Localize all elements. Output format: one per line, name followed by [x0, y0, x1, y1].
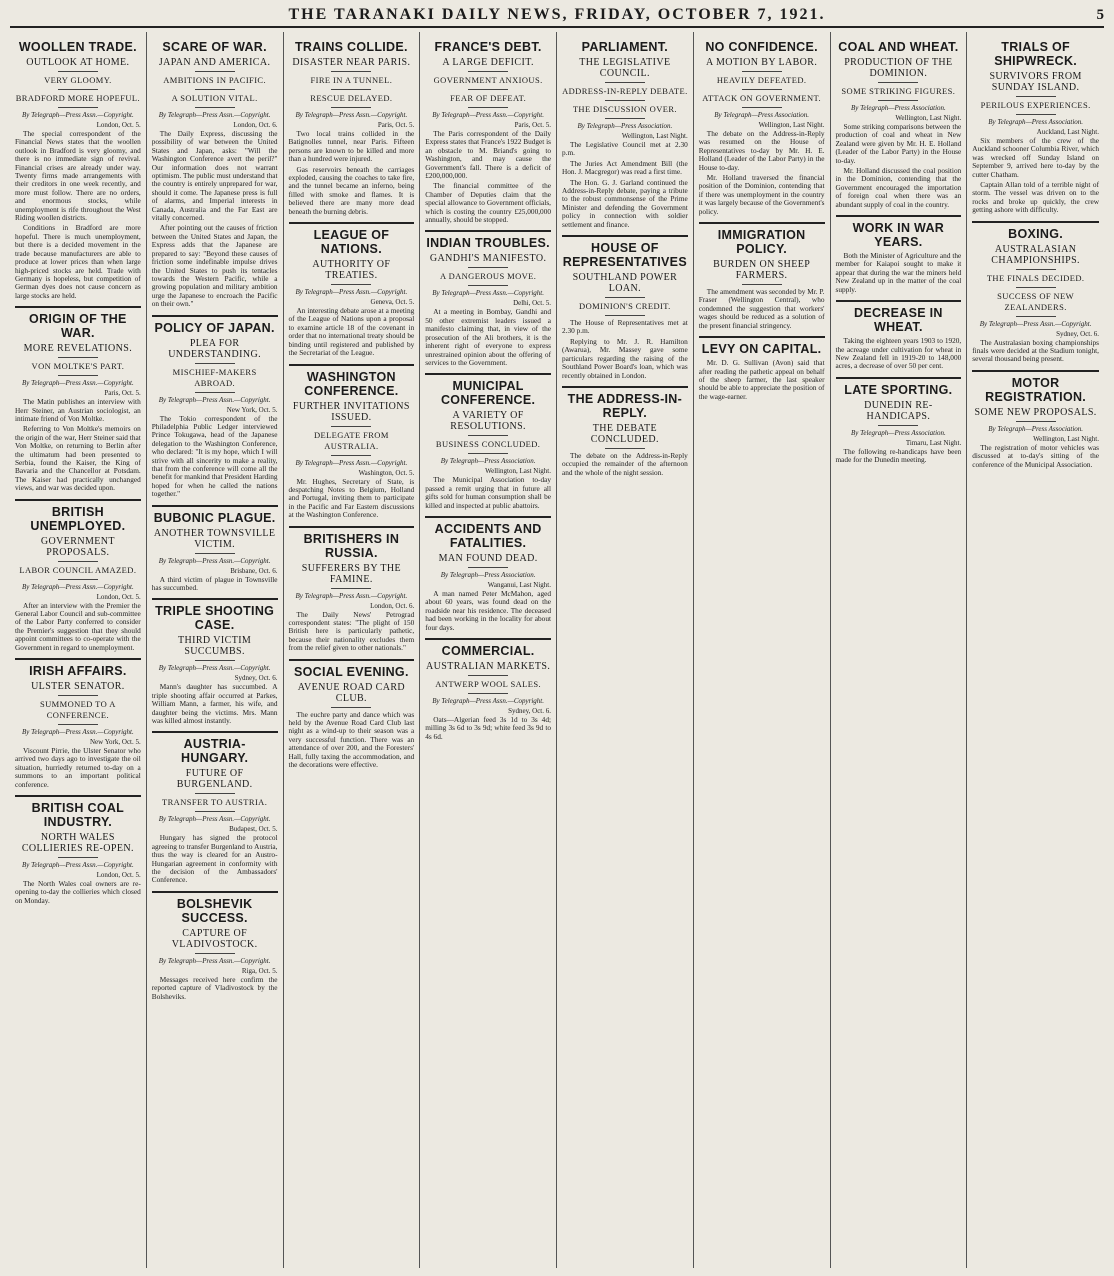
article: [425, 373, 551, 510]
dateline: Budapest, Oct. 5.: [229, 825, 278, 834]
article-paragraph: The Australasian boxing championships finals were decided at the Stadium tonight, several thousand being present.: [972, 337, 1099, 364]
column-8: [967, 32, 1104, 1268]
article: [972, 38, 1099, 215]
divider: [878, 100, 918, 101]
article: [836, 300, 962, 371]
column-3: [284, 32, 421, 1268]
divider: [878, 82, 918, 83]
dateline: Wellington, Last Night.: [1033, 434, 1099, 443]
article: [836, 38, 962, 209]
article-paragraph: An interesting debate arose at a meeting of the League of Nations upon a proposal to examine article 18 of the covenant in order that no international treaty should be binding until registered and published by the Secretariat of the League.: [288, 306, 415, 358]
article-headline: PARLIAMENT.: [581, 40, 669, 54]
divider: [605, 448, 645, 449]
article-headline: TRIALS OF SHIPWRECK.: [994, 40, 1078, 68]
article: [15, 658, 141, 789]
article: [425, 38, 551, 224]
dateline: London, Oct. 5.: [96, 871, 141, 880]
wire-credit: By Telegraph—Press Assn.—Copyright.: [22, 582, 134, 591]
divider: [58, 357, 98, 358]
dateline: Wellington, Last Night.: [621, 132, 688, 140]
article: [15, 795, 141, 905]
divider: [468, 89, 508, 90]
article-subheading: FIRE IN A TUNNEL.: [310, 75, 393, 85]
article-subheading: THE DISCUSSION OVER.: [572, 104, 677, 114]
article-headline: IMMIGRATION POLICY.: [699, 222, 825, 256]
article-subheading: GOVERNMENT PROPOSALS.: [40, 535, 115, 558]
article-subheading: FEAR OF DEFEAT.: [450, 93, 527, 103]
dateline: Geneva, Oct. 5.: [370, 298, 415, 307]
article-headline: IRISH AFFAIRS.: [15, 658, 141, 678]
article-subheading: NORTH WALES COLLIERIES RE-OPEN.: [21, 832, 134, 855]
article-paragraph: The Matin publishes an interview with Herr Steiner, an Austrian sociologist, an intimate friend of Von Moltke.: [15, 397, 141, 423]
article-headline: WORK IN WAR YEARS.: [836, 215, 962, 249]
wire-credit: By Telegraph—Press Assn.—Copyright.: [295, 591, 408, 600]
wire-credit: By Telegraph—Press Assn.—Copyright.: [158, 111, 271, 119]
article-subheading: FUTURE OF BURGENLAND.: [176, 768, 253, 791]
wire-credit: By Telegraph—Press Association.: [440, 570, 536, 579]
divider: [331, 284, 371, 285]
article-subheading: DOMINION'S CREDIT.: [579, 301, 671, 312]
article: [972, 370, 1099, 469]
article-subheading: MISCHIEF-MAKERS ABROAD.: [172, 366, 257, 388]
divider: [1016, 421, 1056, 422]
article-headline: BOLSHEVIK SUCCESS.: [152, 891, 278, 925]
divider: [605, 315, 645, 316]
divider: [468, 285, 508, 286]
divider: [58, 107, 98, 108]
dateline: Sydney, Oct. 6.: [234, 674, 278, 683]
article-paragraph: The special correspondent of the Financial News states that the woollen outlook in Bradford is very gloomy, and there is no immediate sign of revival. Financial crises are already under way. Twenty firms made arrangements with their creditors in one week recently, and more must follow. There are no orders, and enormous stocks, while unemployment is rife throughout the West Riding woollen districts.: [15, 129, 141, 223]
article-paragraph: Conditions in Bradford are more hopeful. There is much unemployment, but there is a decided movement in the trade because manufacturers are able to produce at lower prices than when large high-priced stocks are held. Trade with Germany is hopeless, but competition of German dyes does not cause concern as large stocks are held.: [15, 223, 141, 300]
article-subheading: SOME STRIKING FIGURES.: [841, 86, 956, 96]
article-paragraph: The Hon. G. J. Garland continued the Address-in-Reply debate, paying a tribute to the robust commonsense of the Prime Minister and defending the Government policy in connection with soldier settlement and finance.: [562, 177, 688, 229]
article-subheading: HEAVILY DEFEATED.: [716, 75, 807, 85]
article-headline: SCARE OF WAR.: [162, 40, 267, 54]
wire-credit: By Telegraph—Press Assn.—Copyright.: [432, 696, 544, 705]
column-6: [694, 32, 831, 1268]
article-headline: SOCIAL EVENING.: [289, 659, 415, 679]
divider: [195, 363, 235, 364]
divider: [195, 660, 235, 661]
divider: [1016, 114, 1056, 115]
article-paragraph: Six members of the crew of the Auckland schooner Columbia River, which was wrecked off Sunday Island on September 9, arrived here to-day by the cutter Chatham.: [972, 136, 1099, 179]
article-headline: COMMERCIAL.: [425, 638, 551, 658]
article-subheading: DUNEDIN RE-HANDICAPS.: [864, 399, 933, 422]
article: [289, 222, 415, 357]
article-subheading: AVENUE ROAD CARD CLUB.: [297, 681, 406, 704]
article-paragraph: Taking the eighteen years 1903 to 1920, the acreage under cultivation for wheat in New Zealand fell in 1919-20 to 148,000 acres, a decrease of over 50 per cent.: [835, 336, 962, 371]
article-subheading: DELEGATE FROM AUSTRALIA.: [313, 429, 389, 451]
article: [289, 526, 415, 653]
wire-credit: By Telegraph—Press Assn.—Copyright.: [158, 556, 271, 565]
divider: [195, 107, 235, 108]
article-subheading: SUMMONED TO A CONFERENCE.: [40, 699, 116, 721]
article-paragraph: Messages received here confirm the reported capture of Vladivostock by the Bolsheviks.: [151, 974, 278, 1001]
article-headline: THE ADDRESS-IN-REPLY.: [562, 386, 688, 420]
article-paragraph: Mr. Hughes, Secretary of State, is despatching Notes to Belgium, Holland and Portugal, inviting them to participate in the Pacific and Far Eastern discussions at the Washington Conference.: [288, 476, 415, 520]
wire-credit: By Telegraph—Press Assn.—Copyright.: [22, 728, 134, 737]
dateline: Paris, Oct. 5.: [104, 389, 141, 398]
article: [425, 230, 551, 367]
article-headline: BOXING.: [972, 221, 1099, 241]
dateline: Brisbane, Oct. 6.: [230, 566, 278, 575]
article-subheading: ANOTHER TOWNSVILLE VICTIM.: [153, 527, 276, 550]
article-headline: BRITISH COAL INDUSTRY.: [15, 795, 141, 829]
article-subheading: A LARGE DEFICIT.: [442, 57, 534, 68]
dateline: Sydney, Oct. 6.: [508, 706, 551, 715]
article-paragraph: Both the Minister of Agriculture and the member for Kaiapoi sought to make it appear that during the war the miners held New Zealand up in the matter of the coal supply.: [835, 251, 962, 294]
divider: [468, 107, 508, 108]
article-subheading: MORE REVELATIONS.: [23, 343, 133, 355]
divider: [195, 71, 235, 72]
wire-credit: By Telegraph—Press Assn.—Copyright.: [432, 289, 544, 298]
wire-credit: By Telegraph—Press Association.: [577, 122, 673, 130]
dateline: Delhi, Oct. 5.: [513, 299, 551, 308]
divider: [468, 693, 508, 694]
article-subheading: ADDRESS-IN-REPLY DEBATE.: [562, 86, 688, 96]
divider: [195, 89, 235, 90]
divider: [331, 455, 371, 456]
dateline: Auckland, Last Night.: [1036, 128, 1099, 136]
article-paragraph: The Juries Act Amendment Bill (the Hon. J. Macgregor) was read a first time.: [562, 158, 688, 177]
article-paragraph: After an interview with the Premier the General Labor Council and sub-committee of the Labor Party conferred to consider the Premier's suggestion that they should appoint committees to co-operate with the Government in regard to unemployment.: [15, 600, 141, 652]
article-subheading: THE DEBATE CONCLUDED.: [590, 422, 659, 445]
divider: [331, 71, 371, 72]
article-subheading: AUTHORITY OF TREATIES.: [312, 259, 391, 282]
divider: [468, 71, 508, 72]
article-subheading: TRANSFER TO AUSTRIA.: [162, 797, 268, 808]
dateline: Paris, Oct. 5.: [514, 121, 551, 129]
wire-credit: By Telegraph—Press Association.: [988, 118, 1084, 126]
article-paragraph: The debate on the Address-in-Reply occupied the remainder of the afternoon and the whole of the night session.: [562, 450, 688, 477]
article: [562, 386, 688, 477]
article-paragraph: The North Wales coal owners are re-opening to-day the collieries which closed on Monday.: [15, 879, 141, 905]
divider: [331, 107, 371, 108]
article: [699, 222, 825, 330]
column-2: [147, 32, 284, 1268]
divider: [468, 567, 508, 568]
column-1: [10, 32, 147, 1268]
dateline: London, Oct. 5.: [96, 121, 141, 129]
dateline: Timaru, Last Night.: [905, 438, 962, 447]
article-headline: COAL AND WHEAT.: [838, 40, 959, 54]
divider: [58, 375, 98, 376]
divider: [331, 89, 371, 90]
divider: [468, 267, 508, 268]
article-paragraph: Viscount Pirrie, the Ulster Senator who arrived two days ago to investigate the oil situation, hurriedly returned to-day on a summons to an important political conference.: [15, 746, 141, 789]
article-headline: NO CONFIDENCE.: [705, 40, 818, 54]
article: [972, 221, 1099, 364]
page-number: 5: [1096, 6, 1104, 23]
article-paragraph: The Paris correspondent of the Daily Express states that France's 1922 Budget is an obstacle to M. Briand's going to Washington, and may cause the Government's fall. There is a deficit of £200,000,000.: [425, 129, 551, 181]
article-paragraph: Some striking comparisons between the production of coal and wheat in New Zealand were given by Mr. H. E. Holland (Leader of the Labor Party) in the House to-day.: [835, 122, 962, 165]
divider: [195, 811, 235, 812]
article-subheading: ATTACK ON GOVERNMENT.: [702, 93, 821, 103]
wire-credit: By Telegraph—Press Assn.—Copyright.: [22, 379, 134, 388]
wire-credit: By Telegraph—Press Association.: [440, 457, 536, 466]
article-headline: WOOLLEN TRADE.: [18, 40, 137, 54]
article-headline: LEVY ON CAPITAL.: [699, 336, 825, 356]
article-paragraph: At a meeting in Bombay, Gandhi and 50 other extremist leaders issued a manifesto claiming that, in view of the prosecution of the Ali brothers, it is the inherent right of everyone to express unrestrained opinion about the offering of services to the Government.: [425, 307, 551, 367]
divider: [468, 453, 508, 454]
dateline: Sydney, Oct. 6.: [1056, 329, 1099, 338]
article-headline: WASHINGTON CONFERENCE.: [289, 364, 415, 398]
wire-credit: By Telegraph—Press Assn.—Copyright.: [158, 395, 271, 404]
wire-credit: By Telegraph—Press Assn.—Copyright.: [22, 111, 134, 119]
article-paragraph: The financial committee of the Chamber of Deputies claim that the special allowance to Government officials, which is costing the country £25,000,000 annually, should be stopped.: [425, 181, 551, 225]
article-subheading: VERY GLOOMY.: [44, 75, 112, 85]
divider: [605, 100, 645, 101]
article-paragraph: Mr. Holland discussed the coal position in the Dominion, contending that the Government encouraged the importation of foreign coal when there was an abundant supply of coal in the country.: [835, 166, 962, 209]
divider: [195, 793, 235, 794]
article-paragraph: The debate on the Address-in-Reply was resumed on the House of Representatives to-day by Mr. H. E. Holland (Leader of the Labor Party) in the House to-day.: [698, 129, 825, 172]
divider: [742, 284, 782, 285]
wire-credit: By Telegraph—Press Assn.—Copyright.: [22, 861, 134, 870]
article-paragraph: After pointing out the causes of friction between the United States and Japan, the Express adds that the Japanese are prepared to say: "Beyond these causes of friction some indefinable impulse drives the United States to push its tentacles towards the Western Pacific, while a growing population and military ambition urge the Japanese to encroach the Pacific on their own.": [151, 223, 278, 309]
article-subheading: RESCUE DELAYED.: [310, 93, 393, 103]
article-headline: LATE SPORTING.: [836, 377, 962, 397]
article-headline: MUNICIPAL CONFERENCE.: [425, 373, 551, 407]
wire-credit: By Telegraph—Press Assn.—Copyright.: [432, 111, 544, 119]
divider: [195, 953, 235, 954]
article-subheading: THE FINALS DECIDED.: [986, 272, 1085, 283]
newspaper-title: THE TARANAKI DAILY NEWS, FRIDAY, OCTOBER 7, 1921.: [288, 6, 826, 23]
divider: [468, 435, 508, 436]
divider: [58, 561, 98, 562]
article: [15, 306, 141, 492]
article: [836, 377, 962, 465]
divider: [1016, 316, 1056, 317]
article-paragraph: The Daily Express, discussing the possibility of war between the United States and Japan, asks: "Will the Washington Conference avert the peril?" Our information does not warrant optimism. The public must understand that the country is entirely unprepared for war, should it come. The Japanese press is full of alarms, and Imperial interests in Canada, Australia and the Far East are vitally concerned.: [151, 129, 278, 223]
article: [562, 38, 688, 229]
wire-credit: By Telegraph—Press Assn.—Copyright.: [295, 458, 408, 467]
wire-credit: By Telegraph—Press Assn.—Copyright.: [158, 815, 271, 824]
article-subheading: SUCCESS OF NEW ZEALANDERS.: [997, 290, 1075, 312]
article-paragraph: Captain Allan told of a terrible night of storm. The vessel was driven on to the rocks and broke up quickly, the crew getting ashore with difficulty.: [972, 180, 1099, 215]
article-subheading: AMBITIONS IN PACIFIC.: [163, 75, 267, 85]
article-subheading: ANTWERP WOOL SALES.: [435, 678, 541, 689]
article-subheading: BURDEN ON SHEEP FARMERS.: [713, 259, 811, 282]
column-5: [557, 32, 694, 1268]
dateline: Wanganui, Last Night.: [487, 580, 551, 589]
dateline: London, Oct. 5.: [96, 592, 141, 601]
divider: [58, 71, 98, 72]
article: [699, 38, 825, 216]
column-7: [831, 32, 968, 1268]
article-subheading: JAPAN AND AMERICA.: [158, 57, 271, 68]
article-paragraph: A third victim of plague in Townsville has succumbed.: [151, 574, 278, 592]
article-subheading: A VARIETY OF RESOLUTIONS.: [450, 410, 526, 433]
article-paragraph: The House of Representatives met at 2.30 p.m.: [562, 318, 688, 336]
divider: [195, 553, 235, 554]
article-subheading: GOVERNMENT ANXIOUS.: [433, 75, 543, 85]
article-paragraph: Mr. Holland traversed the financial position of the Dominion, contending that if there was unemployment in the country it was largely because of the Government's policy.: [698, 173, 825, 216]
article-subheading: MAN FOUND DEAD.: [438, 552, 538, 564]
article-subheading: THE LEGISLATIVE COUNCIL.: [579, 57, 671, 79]
article-paragraph: The Tokio correspondent of the Philadelphia Public Ledger interviewed Prince Tokugawa, head of the Japanese delegation to the Washington Conference, who declared: "It is my hope, which I will strive with all sincerity to make a reality, that from the conference will come all the benefit for mankind that President Harding hoped for when he called the nations together.": [151, 413, 278, 499]
article-headline: ORIGIN OF THE WAR.: [15, 306, 141, 340]
masthead: [10, 4, 1104, 28]
article-headline: ACCIDENTS AND FATALITIES.: [425, 516, 551, 550]
article-subheading: FURTHER INVITATIONS ISSUED.: [292, 400, 410, 423]
article: [152, 505, 278, 593]
dateline: Washington, Oct. 5.: [358, 468, 415, 477]
divider: [605, 82, 645, 83]
article-headline: TRIPLE SHOOTING CASE.: [152, 598, 278, 632]
dateline: Paris, Oct. 5.: [377, 121, 415, 129]
article-subheading: BUSINESS CONCLUDED.: [435, 439, 541, 450]
divider: [195, 392, 235, 393]
article-subheading: PRODUCTION OF THE DOMINION.: [844, 57, 953, 79]
article-subheading: PERILOUS EXPERIENCES.: [980, 100, 1091, 110]
newspaper-columns: [10, 32, 1104, 1268]
article-subheading: THIRD VICTIM SUCCUMBS.: [178, 635, 252, 658]
article-headline: DECREASE IN WHEAT.: [836, 300, 962, 334]
article-subheading: SOUTHLAND POWER LOAN.: [572, 272, 678, 295]
article: [562, 235, 688, 380]
article: [425, 516, 551, 632]
dateline: New York, Oct. 5.: [90, 738, 141, 747]
article-headline: POLICY OF JAPAN.: [152, 315, 278, 335]
divider: [742, 89, 782, 90]
article-paragraph: The Legislative Council met at 2.30 p.m.: [562, 140, 688, 158]
article-paragraph: Referring to Von Moltke's memoirs on the origin of the war, Herr Steiner said that Von Moltke, on returning to Berlin after the ultimatum had been presented to Serbia, found the Kaiser, the King of Bavaria and the Chancellor at Potsdam. The Kaiser had practically unchanged views, and war was decided upon.: [15, 424, 141, 493]
article-headline: BUBONIC PLAGUE.: [152, 505, 278, 525]
article: [836, 215, 962, 294]
article-paragraph: The amendment was seconded by Mr. P. Fraser (Wellington Central), who condemned the suggestion that workers' wages should be reduced as a solution of the present financial stringency.: [698, 287, 825, 330]
dateline: London, Oct. 6.: [370, 601, 415, 610]
divider: [605, 118, 645, 119]
divider: [468, 675, 508, 676]
article-headline: LEAGUE OF NATIONS.: [289, 222, 415, 256]
article: [152, 38, 278, 309]
article-subheading: AUSTRALIAN MARKETS.: [425, 660, 551, 672]
dateline: Riga, Oct. 5.: [241, 966, 278, 975]
article-subheading: A MOTION BY LABOR.: [705, 57, 818, 68]
article-subheading: SUFFERERS BY THE FAMINE.: [301, 562, 401, 585]
wire-credit: By Telegraph—Press Assn.—Copyright.: [979, 319, 1092, 328]
article-paragraph: The registration of motor vehicles was discussed at to-day's sitting of the conference of the Municipal Association.: [972, 442, 1099, 469]
dateline: Wellington, Last Night.: [758, 121, 825, 129]
divider: [58, 579, 98, 580]
article-paragraph: Mann's daughter has succumbed. A triple shooting affair occurred at Parkes, William Mann, a farmer, his wife, and daughter being the victims. Mrs. Mann was killed almost instantly.: [151, 682, 278, 726]
article: [152, 891, 278, 1001]
article: [289, 38, 415, 216]
article: [289, 659, 415, 770]
divider: [58, 695, 98, 696]
article-paragraph: Replying to Mr. J. R. Hamilton (Awarua), Mr. Massey gave some particulars regarding the raising of the Southland Power Board's loan, which was recently obtained in London.: [562, 336, 688, 380]
divider: [58, 724, 98, 725]
wire-credit: By Telegraph—Press Assn.—Copyright.: [158, 956, 271, 965]
divider: [605, 297, 645, 298]
article-subheading: SOME NEW PROPOSALS.: [974, 406, 1097, 418]
article-subheading: SURVIVORS FROM SUNDAY ISLAND.: [989, 71, 1082, 93]
article-paragraph: The following re-handicaps have been made for the Dunedin meeting.: [835, 446, 962, 465]
article-subheading: ULSTER SENATOR.: [31, 681, 125, 693]
article-paragraph: Two local trains collided in the Batignolles tunnel, near Paris. Fifteen persons are known to be killed and more than a hundred were injured.: [288, 129, 415, 164]
wire-credit: By Telegraph—Press Association.: [714, 111, 810, 119]
article-paragraph: Mr. D. G. Sullivan (Avon) said that after reading the pathetic appeal on behalf of the sheep farmer, the last speaker should be able to appreciate the position of the wage-earner.: [698, 358, 825, 401]
article-subheading: VON MOLTKE'S PART.: [31, 361, 125, 372]
divider: [878, 425, 918, 426]
wire-credit: By Telegraph—Press Assn.—Copyright.: [158, 664, 271, 673]
article-headline: BRITISH UNEMPLOYED.: [15, 499, 141, 533]
article-headline: MOTOR REGISTRATION.: [972, 370, 1099, 404]
article-subheading: OUTLOOK AT HOME.: [26, 57, 130, 68]
divider: [58, 89, 98, 90]
article-subheading: AUSTRALASIAN CHAMPIONSHIPS.: [991, 243, 1080, 266]
article-paragraph: The Daily News' Petrograd correspondent states: "The plight of 150 British here is particularly pathetic, because their nationality excludes them from the relief given to other nationals.": [288, 609, 415, 653]
divider: [1016, 269, 1056, 270]
article-paragraph: Gas reservoirs beneath the carriages exploded, causing the coaches to take fire, and the tunnel became an inferno, being filled with smoke and flames. It is believed there are many more dead beneath the burning debris.: [288, 164, 415, 216]
divider: [331, 588, 371, 589]
article: [152, 731, 278, 884]
wire-credit: By Telegraph—Press Association.: [850, 428, 946, 437]
article-subheading: A DANGEROUS MOVE.: [439, 271, 537, 282]
article-headline: FRANCE'S DEBT.: [434, 40, 542, 54]
article-subheading: CAPTURE OF VLADIVOSTOCK.: [171, 927, 258, 950]
article: [152, 315, 278, 499]
divider: [742, 107, 782, 108]
article: [289, 364, 415, 520]
article-headline: HOUSE OF REPRESENTATIVES: [562, 235, 688, 269]
wire-credit: By Telegraph—Press Assn.—Copyright.: [295, 288, 408, 297]
article-subheading: PLEA FOR UNDERSTANDING.: [168, 337, 262, 360]
column-4: [420, 32, 557, 1268]
divider: [331, 707, 371, 708]
article-subheading: BRADFORD MORE HOPEFUL.: [15, 93, 141, 103]
article-headline: INDIAN TROUBLES.: [425, 230, 551, 250]
divider: [331, 426, 371, 427]
article-headline: AUSTRIA-HUNGARY.: [152, 731, 278, 765]
divider: [742, 71, 782, 72]
article-paragraph: The euchre party and dance which was held by the Avenue Road Card Club last night as a wind-up to their season was a very successful function. There was an attendance of over 200, and the Foresters' Hall, fully taxing the accommodation, and the decorations were effective.: [288, 709, 415, 769]
dateline: Wellington, Last Night.: [895, 114, 962, 122]
article-paragraph: Hungary has signed the protocol agreeing to transfer Burgenland to Austria, thus the way is cleared for an Austro-Hungarian agreement in conformity with the decision of the Ambassadors' Conference.: [151, 833, 278, 885]
article-headline: BRITISHERS IN RUSSIA.: [289, 526, 415, 560]
wire-credit: By Telegraph—Press Assn.—Copyright.: [295, 111, 408, 119]
article-subheading: LABOR COUNCIL AMAZED.: [19, 564, 137, 575]
article-subheading: DISASTER NEAR PARIS.: [292, 57, 411, 68]
article: [15, 499, 141, 652]
article-paragraph: Oats—Algerian feed 3s 1d to 3s 4d; milling 3s 6d to 3s 9d; white feed 3s 9d to 4s 6d.: [425, 714, 551, 741]
wire-credit: By Telegraph—Press Association.: [988, 424, 1084, 433]
dateline: New York, Oct. 5.: [226, 405, 278, 414]
article-subheading: A SOLUTION VITAL.: [171, 93, 258, 103]
article: [699, 336, 825, 401]
divider: [1016, 96, 1056, 97]
article-paragraph: A man named Peter McMahon, aged about 60 years, was found dead on the roadside near his residence. The deceased had been working in the locality for about four days.: [425, 588, 551, 632]
dateline: London, Oct. 6.: [233, 121, 278, 129]
divider: [1016, 287, 1056, 288]
dateline: Wellington, Last Night.: [485, 467, 551, 476]
article: [425, 638, 551, 741]
article: [152, 598, 278, 725]
wire-credit: By Telegraph—Press Association.: [850, 104, 946, 112]
article-subheading: GANDHI'S MANIFESTO.: [429, 253, 547, 265]
article-paragraph: The Municipal Association to-day passed a remit urging that in future all gifts sold for human consumption shall be killed and inspected at public abattoirs.: [425, 475, 551, 510]
article-headline: TRAINS COLLIDE.: [294, 40, 408, 54]
divider: [58, 857, 98, 858]
article: [15, 38, 141, 300]
